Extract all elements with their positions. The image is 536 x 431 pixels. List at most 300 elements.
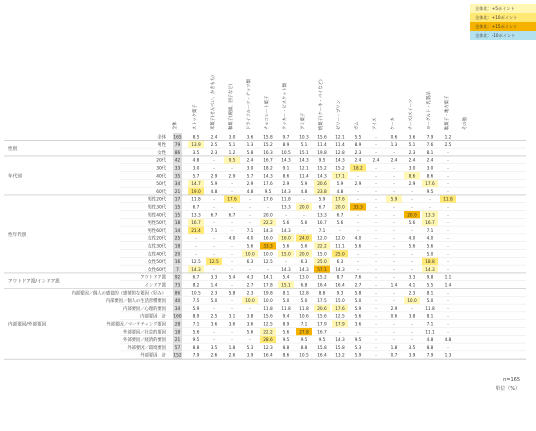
data-cell: - — [375, 322, 377, 328]
row-label: 外部要因／経済的要因 — [123, 338, 166, 344]
data-cell: 15.0 — [281, 252, 291, 258]
data-cell: 2.4 — [426, 158, 434, 164]
data-cell: 2.9 — [210, 174, 218, 180]
data-cell: 7.1 — [192, 322, 200, 328]
data-cell: 17.6 — [335, 197, 345, 203]
data-cell: 2.3 — [354, 150, 362, 156]
data-cell: 16.7 — [263, 158, 273, 164]
n-cell: 86 — [174, 150, 181, 156]
data-cell: - — [447, 260, 449, 266]
data-cell: 15.0 — [335, 299, 345, 305]
data-cell: 0.6 — [390, 314, 398, 320]
data-cell: 15.8 — [335, 345, 345, 351]
row-label: 女性60代 — [147, 267, 166, 273]
data-cell: - — [375, 267, 377, 273]
data-cell: 5.0 — [426, 252, 434, 258]
data-cell: 16.4 — [317, 353, 327, 359]
data-cell: 18.2 — [353, 166, 363, 172]
n-cell: 34 — [174, 306, 181, 312]
data-cell: - — [375, 189, 377, 195]
data-cell: 16.7 — [425, 221, 435, 227]
data-cell: 5.7 — [246, 174, 254, 180]
data-cell: 16.3 — [263, 150, 273, 156]
data-cell: - — [213, 205, 215, 211]
data-cell: 18.8 — [425, 260, 435, 266]
n-cell: 25 — [174, 236, 181, 242]
data-cell: 16.4 — [317, 283, 327, 289]
data-cell: - — [231, 228, 233, 234]
data-cell: 1.3 — [390, 143, 398, 149]
data-cell: 0.6 — [390, 135, 398, 141]
data-cell: 4.0 — [354, 236, 362, 242]
data-cell: - — [375, 353, 377, 359]
data-cell: 5.6 — [354, 244, 362, 250]
data-cell: 12.8 — [335, 150, 345, 156]
data-cell: - — [231, 338, 233, 344]
row-label: 全体 — [157, 135, 166, 141]
col-header: 全体 — [173, 121, 178, 130]
row-label: 内部要因 計 — [140, 314, 166, 320]
data-cell: - — [447, 221, 449, 227]
data-cell: 8.7 — [336, 275, 344, 281]
data-cell: 13.3 — [317, 213, 327, 219]
data-cell: 2.3 — [408, 150, 416, 156]
data-cell: 12.5 — [263, 322, 273, 328]
row-label: 男性 — [157, 143, 166, 149]
data-cell: 2.5 — [444, 143, 452, 149]
data-cell: 9.3 — [336, 291, 344, 297]
data-cell: 13.3 — [425, 213, 435, 219]
data-cell: - — [375, 283, 377, 289]
data-cell: 1.8 — [390, 345, 398, 351]
data-cell: 11.8 — [281, 197, 291, 203]
data-cell: 8.8 — [318, 291, 326, 297]
data-cell: 11.8 — [425, 306, 435, 312]
data-cell: 5.9 — [318, 197, 326, 203]
data-cell: 14.3 — [191, 267, 201, 273]
data-cell: 18.2 — [263, 166, 273, 172]
data-cell: 9.7 — [282, 135, 290, 141]
data-cell: - — [447, 189, 449, 195]
data-cell: - — [393, 228, 395, 234]
data-cell: - — [249, 267, 251, 273]
data-cell: - — [231, 221, 233, 227]
data-cell: 14.3 — [299, 158, 309, 164]
data-cell: 3.6 — [408, 135, 416, 141]
data-cell: - — [213, 166, 215, 172]
data-cell: - — [213, 197, 215, 203]
data-cell: 5.1 — [300, 143, 308, 149]
data-cell: 15.2 — [317, 166, 327, 172]
data-cell: 7.9 — [426, 353, 434, 359]
data-cell: 17.6 — [335, 306, 345, 312]
n-cell: 7 — [176, 267, 179, 273]
data-cell: 3.0 — [426, 166, 434, 172]
data-cell: 9.5 — [228, 158, 236, 164]
data-cell: - — [213, 338, 215, 344]
data-cell: 8.9 — [192, 314, 200, 320]
data-cell: 10.5 — [281, 150, 291, 156]
data-cell: 4.8 — [444, 338, 452, 344]
data-cell: - — [447, 174, 449, 180]
data-cell: - — [249, 197, 251, 203]
n-cell: 17 — [174, 197, 181, 203]
data-cell: 3.8 — [246, 314, 254, 320]
data-cell: - — [285, 260, 287, 266]
data-cell: 12.5 — [263, 260, 273, 266]
data-cell: - — [447, 213, 449, 219]
data-cell: 2.4 — [408, 158, 416, 164]
data-cell: 5.4 — [282, 275, 290, 281]
data-cell: - — [393, 330, 395, 336]
data-cell: - — [411, 306, 413, 312]
data-cell: 2.3 — [210, 150, 218, 156]
data-cell: 5.0 — [354, 299, 362, 305]
n-cell: 20 — [174, 252, 181, 258]
data-cell: 2.4 — [354, 158, 362, 164]
data-cell: 57.1 — [317, 267, 327, 273]
data-cell: - — [393, 299, 395, 305]
data-cell: 8.2 — [192, 283, 200, 289]
data-cell: 3.3 — [210, 275, 218, 281]
data-cell: 17.1 — [335, 174, 345, 180]
row-label: 男性40代 — [147, 213, 166, 219]
data-cell: - — [375, 143, 377, 149]
data-cell: - — [249, 306, 251, 312]
data-cell: 3.0 — [228, 135, 236, 141]
row-label: 外部要因／社会的要因 — [123, 330, 166, 336]
data-cell: 14.3 — [335, 338, 345, 344]
data-cell: 5.9 — [336, 182, 344, 188]
data-cell: 4.3 — [246, 275, 254, 281]
data-cell: 5.6 — [246, 330, 254, 336]
data-cell: 1.3 — [444, 353, 452, 359]
data-cell: 15.6 — [317, 314, 327, 320]
data-cell: 17.5 — [317, 299, 327, 305]
data-cell: - — [429, 197, 431, 203]
data-cell: 9.5 — [318, 338, 326, 344]
data-cell: - — [357, 252, 359, 258]
data-cell: - — [231, 306, 233, 312]
data-cell: 13.3 — [281, 205, 291, 211]
n-cell: 21 — [174, 189, 181, 195]
data-cell: 9.1 — [282, 166, 290, 172]
data-cell: - — [375, 338, 377, 344]
data-cell: 5.4 — [228, 275, 236, 281]
data-cell: 6.3 — [336, 260, 344, 266]
data-cell: 4.1 — [408, 283, 416, 289]
data-cell: 8.6 — [282, 353, 290, 359]
data-cell: - — [447, 299, 449, 305]
data-cell: 5.0 — [300, 299, 308, 305]
data-cell: 14.3 — [281, 189, 291, 195]
data-cell: - — [375, 213, 377, 219]
data-cell: - — [195, 236, 197, 242]
data-cell: 16.4 — [335, 283, 345, 289]
col-header: アイス — [373, 117, 378, 130]
n-cell: 14 — [174, 228, 181, 234]
data-cell: 19.0 — [191, 189, 201, 195]
data-cell: - — [375, 260, 377, 266]
data-cell: 13.3 — [191, 213, 201, 219]
data-cell: - — [357, 213, 359, 219]
data-cell: 5.9 — [390, 197, 398, 203]
data-cell: - — [267, 267, 269, 273]
data-cell: - — [447, 314, 449, 320]
data-cell: 2.5 — [210, 143, 218, 149]
data-cell: - — [231, 205, 233, 211]
data-cell: 15.8 — [263, 135, 273, 141]
data-cell: 4.8 — [336, 189, 344, 195]
data-cell: 8.9 — [354, 143, 362, 149]
data-cell: - — [285, 213, 287, 219]
col-header: ドライフルーツ・ナッツ類 — [247, 79, 252, 130]
data-cell: 17.8 — [263, 283, 273, 289]
data-cell: 11.4 — [299, 174, 309, 180]
data-cell: 8.8 — [426, 345, 434, 351]
data-cell: - — [393, 338, 395, 344]
data-cell: 5.6 — [354, 314, 362, 320]
n-cell: 18 — [174, 221, 181, 227]
data-cell: 15.1 — [281, 283, 291, 289]
data-cell: - — [231, 299, 233, 305]
data-cell: 5.9 — [210, 182, 218, 188]
data-cell: 17.9 — [317, 322, 327, 328]
data-cell: 11.8 — [281, 306, 291, 312]
data-cell: 10.3 — [299, 135, 309, 141]
data-cell: 2.3 — [246, 291, 254, 297]
data-cell: - — [231, 283, 233, 289]
col-header: クッキー・ビスケット類 — [283, 82, 288, 130]
data-cell: - — [411, 267, 413, 273]
data-cell: - — [375, 244, 377, 250]
data-cell: - — [231, 189, 233, 195]
data-cell: 20.0 — [299, 205, 309, 211]
data-cell: 2.7 — [246, 283, 254, 289]
data-cell: 3.5 — [408, 345, 416, 351]
data-cell: 22.2 — [263, 330, 273, 336]
data-cell: - — [393, 275, 395, 281]
col-header: ケーキ — [391, 117, 396, 130]
data-cell: - — [411, 252, 413, 258]
data-cell: - — [393, 267, 395, 273]
row-label: 女性 — [157, 150, 166, 156]
data-cell: 25.0 — [317, 260, 327, 266]
data-cell: 20.6 — [317, 182, 327, 188]
data-cell: 10.0 — [263, 299, 273, 305]
data-cell: 13.9 — [191, 143, 201, 149]
data-cell: 8.1 — [426, 150, 434, 156]
data-cell: 7.1 — [426, 228, 434, 234]
data-cell: 7.1 — [246, 228, 254, 234]
data-cell: 19.8 — [263, 291, 273, 297]
data-cell: - — [213, 252, 215, 258]
data-cell: 2.7 — [354, 283, 362, 289]
data-cell: 4.8 — [426, 338, 434, 344]
col-header: チーズ/スイーツ — [409, 98, 414, 130]
n-cell: 15 — [174, 213, 181, 219]
data-cell: 15.8 — [317, 345, 327, 351]
data-cell: 7.6 — [426, 143, 434, 149]
data-cell: 8.9 — [282, 322, 290, 328]
data-cell: - — [357, 174, 359, 180]
data-cell: 16.0 — [281, 236, 291, 242]
data-cell: 15.1 — [299, 150, 309, 156]
data-cell: 3.1 — [228, 314, 236, 320]
data-cell: - — [447, 158, 449, 164]
data-cell: - — [375, 197, 377, 203]
group-label: 内部要因/外部要因 — [8, 322, 47, 328]
data-cell: 11.8 — [299, 306, 309, 312]
data-cell: - — [213, 330, 215, 336]
row-label: 50代 — [156, 182, 166, 188]
data-cell: 24.0 — [299, 236, 309, 242]
group-label: 性年代別 — [8, 232, 27, 238]
data-cell: 9.5 — [264, 189, 272, 195]
n-cell: 28 — [174, 322, 181, 328]
data-cell: 20.0 — [407, 213, 417, 219]
data-cell: 14.3 — [281, 158, 291, 164]
data-cell: - — [375, 166, 377, 172]
data-cell: 5.0 — [210, 299, 218, 305]
data-cell: 5.6 — [282, 244, 290, 250]
data-cell: 6.7 — [228, 213, 236, 219]
data-cell: 5.1 — [408, 143, 416, 149]
data-cell: 5.6 — [426, 244, 434, 250]
data-cell: 2.9 — [228, 174, 236, 180]
data-cell: 10.6 — [299, 314, 309, 320]
data-cell: 23.8 — [317, 189, 327, 195]
data-cell: - — [393, 244, 395, 250]
data-cell: 0.7 — [390, 353, 398, 359]
data-cell: - — [231, 330, 233, 336]
n-cell: 92 — [174, 275, 181, 281]
data-cell: 12.0 — [317, 236, 327, 242]
data-cell: 9.5 — [426, 189, 434, 195]
row-label: アウトドア派 — [140, 275, 166, 281]
n-cell: 34 — [174, 182, 181, 188]
data-cell: 22.2 — [317, 244, 327, 250]
data-cell: 1.3 — [246, 143, 254, 149]
data-cell: 15.6 — [317, 135, 327, 141]
data-cell: 10.5 — [191, 291, 201, 297]
data-cell: 4.8 — [300, 189, 308, 195]
data-cell: - — [375, 205, 377, 211]
data-cell: - — [375, 236, 377, 242]
data-cell: 5.3 — [354, 345, 362, 351]
data-cell: 2.4 — [246, 158, 254, 164]
data-cell: 28.6 — [263, 338, 273, 344]
n-cell: 18 — [174, 244, 181, 250]
data-cell: 6.7 — [318, 205, 326, 211]
data-cell: 21.4 — [191, 228, 201, 234]
legend-item-plus5: 全体比：+5ポイント — [470, 4, 536, 13]
data-cell: 6.3 — [246, 260, 254, 266]
data-cell: 14.3 — [281, 228, 291, 234]
data-cell: - — [375, 150, 377, 156]
n-cell: 79 — [174, 143, 181, 149]
data-cell: 1.2 — [228, 150, 236, 156]
data-cell: - — [411, 338, 413, 344]
data-cell: 13.2 — [335, 353, 345, 359]
data-cell: 3.5 — [192, 150, 200, 156]
data-cell: - — [447, 150, 449, 156]
data-cell: 12.5 — [209, 260, 219, 266]
data-cell: 14.3 — [317, 174, 327, 180]
col-header: ゼリー・プリン — [337, 100, 342, 130]
data-cell: 5.5 — [426, 283, 434, 289]
data-cell: 5.5 — [354, 135, 362, 141]
data-cell: 3.6 — [354, 322, 362, 328]
data-cell: 8.1 — [426, 314, 434, 320]
data-cell: 14.3 — [335, 267, 345, 273]
col-header: 駄菓子・地方菓子 — [445, 95, 450, 130]
data-cell: 11.8 — [443, 197, 453, 203]
data-cell: 2.4 — [210, 135, 218, 141]
data-cell: 3.3 — [408, 275, 416, 281]
col-header: その他 — [463, 117, 468, 130]
data-cell: - — [393, 205, 395, 211]
data-cell: 6.3 — [300, 260, 308, 266]
n-cell: 160 — [173, 314, 182, 320]
data-cell: 3.6 — [228, 322, 236, 328]
data-cell: 6.7 — [336, 213, 344, 219]
data-cell: 2.6 — [228, 353, 236, 359]
data-cell: 20.0 — [335, 205, 345, 211]
data-cell: 6.7 — [192, 205, 200, 211]
data-cell: - — [231, 244, 233, 250]
data-cell: 1.4 — [390, 283, 398, 289]
data-cell: 5.6 — [300, 244, 308, 250]
data-cell: 3.6 — [210, 322, 218, 328]
n-cell: 165 — [173, 135, 182, 141]
data-cell: 6.7 — [192, 275, 200, 281]
data-cell: - — [249, 213, 251, 219]
data-cell: 3.6 — [246, 322, 254, 328]
data-cell: 11.1 — [425, 330, 435, 336]
data-cell: 5.6 — [408, 221, 416, 227]
data-cell: 14.3 — [425, 267, 435, 273]
data-cell: 11.1 — [335, 244, 345, 250]
data-cell: 4.0 — [408, 236, 416, 242]
row-label: 男性20代 — [147, 197, 166, 203]
data-cell: 4.0 — [246, 236, 254, 242]
data-cell: 11.8 — [191, 197, 201, 203]
row-label: 内部要因／心理的要因 — [123, 306, 166, 312]
data-cell: 3.6 — [246, 135, 254, 141]
data-cell: - — [393, 252, 395, 258]
data-cell: 20.6 — [317, 306, 327, 312]
data-cell: 25.0 — [335, 252, 345, 258]
data-cell: 8.1 — [426, 291, 434, 297]
data-cell: 9.4 — [282, 314, 290, 320]
data-cell: - — [375, 291, 377, 297]
data-cell: 17.6 — [263, 182, 273, 188]
legend-item-plus15: 全体比：+15ポイント — [470, 22, 536, 31]
data-cell: 7.1 — [210, 228, 218, 234]
data-cell: 7.9 — [426, 135, 434, 141]
data-cell: 2.9 — [408, 182, 416, 188]
col-header: ストック菓子 — [193, 104, 198, 130]
data-cell: - — [213, 158, 215, 164]
data-cell: 33.3 — [353, 205, 363, 211]
n-cell: 73 — [174, 283, 181, 289]
data-cell: - — [447, 291, 449, 297]
data-cell: 8.5 — [192, 135, 200, 141]
row-label: 30代 — [156, 166, 166, 172]
data-cell: - — [249, 338, 251, 344]
row-label: 外部要因／環境要因 — [127, 345, 166, 351]
